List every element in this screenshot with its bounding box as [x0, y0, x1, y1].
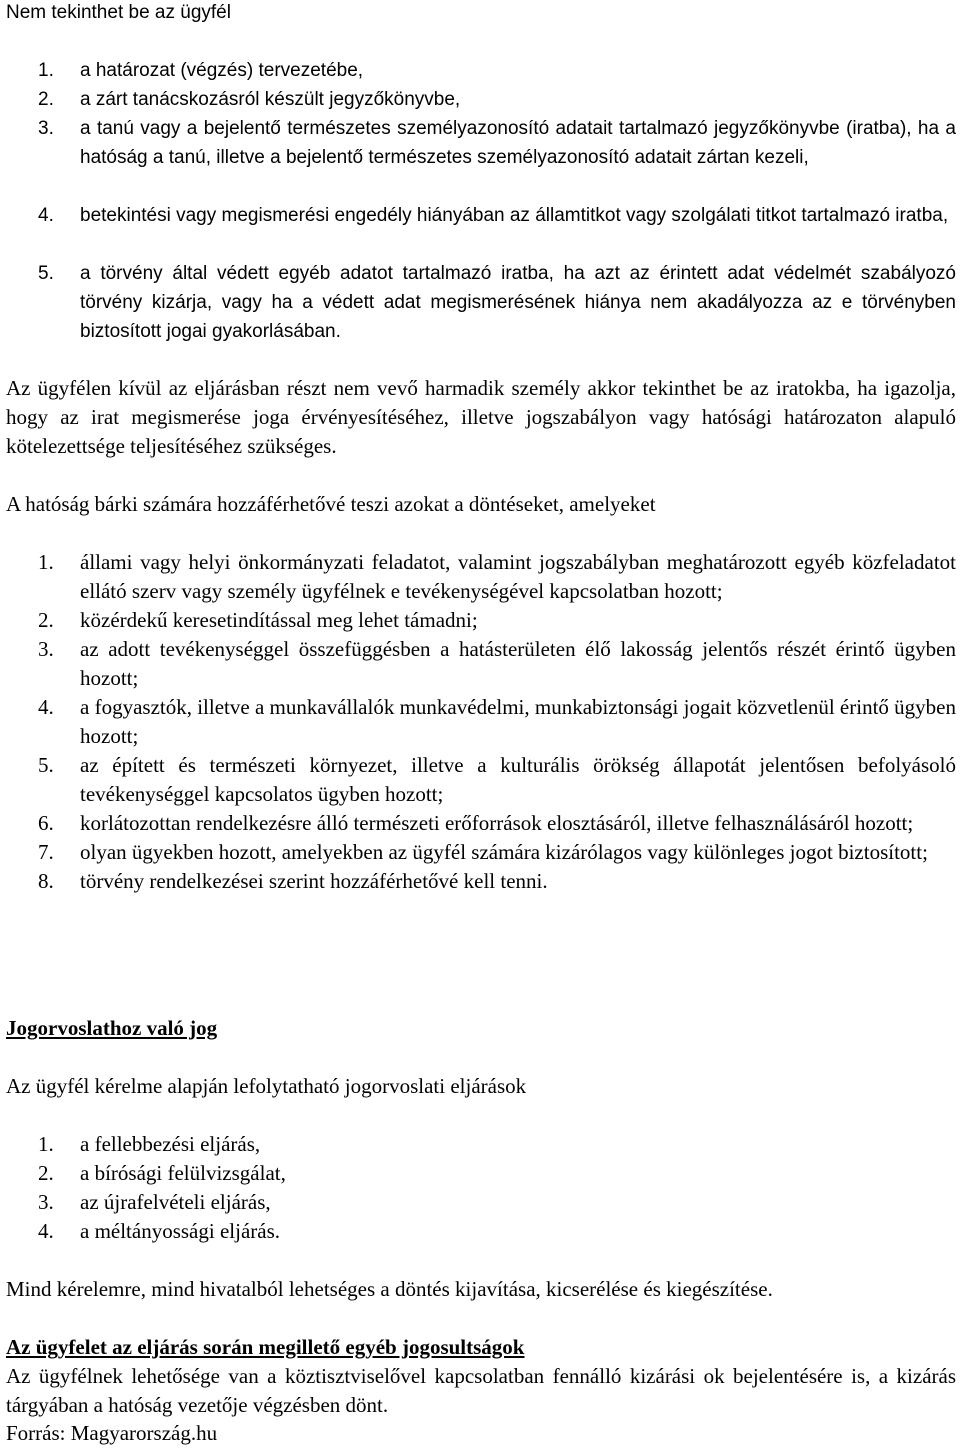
- list-item: [0, 1217, 960, 1246]
- list-item: [0, 751, 960, 809]
- list-item-text: a fellebbezési eljárás,: [80, 1132, 261, 1156]
- section3-heading: Jogorvoslathoz való jog: [6, 1016, 218, 1040]
- list-item-number: 2.: [38, 89, 54, 110]
- section3-note: Mind kérelemre, mind hivatalból lehetséges a döntés kijavítása, kicserélése és kiegészítése.: [6, 1277, 773, 1301]
- list-item-text: állami vagy helyi önkormányzati feladatot, valamint jogszabályban meghatározott egyéb közfeladatot ellátó szerv vagy személy ügyfélnek e tevékenységével kapcsolatban hozott;: [80, 550, 956, 603]
- list-item-text: az újrafelvételi eljárás,: [80, 1190, 271, 1214]
- list-item-number: 1.: [38, 60, 54, 81]
- list-item-text: a zárt tanácskozásról készült jegyzőkönyvbe,: [80, 89, 461, 110]
- list-item-number: 4.: [38, 205, 54, 226]
- list-item: [0, 85, 960, 114]
- third-party-paragraph: Az ügyfélen kívül az eljárásban részt nem vevő harmadik személy akkor tekinthet be az iratokba, ha igazolja, hogy az irat megismerése joga érvényesítéséhez, illetve jogszabályon vagy hatósági határozaton alapuló kötelezettsége teljesítéséhez szükséges.: [6, 376, 956, 458]
- list-item-text: a bírósági felülvizsgálat,: [80, 1161, 286, 1185]
- list-item-number: 5.: [38, 753, 54, 777]
- list-item-text: a törvény által védett egyéb adatot tartalmazó iratba, ha azt az érintett adat védelmét szabályozó törvény kizárja, vagy ha a védett adat megismerésének hiánya nem akadályozza az e törvényben biztosított jogai gyakorlásában.: [80, 263, 956, 342]
- section1-list-continued: [0, 201, 960, 230]
- list-item-number: 4.: [38, 1219, 54, 1243]
- section4-heading: Az ügyfelet az eljárás során megillető egyéb jogosultságok: [6, 1335, 525, 1359]
- list-item: [0, 114, 960, 172]
- list-item-number: 6.: [38, 811, 54, 835]
- list-item-text: a tanú vagy a bejelentő természetes személyazonosító adatait tartalmazó jegyzőkönyvbe (iratba), ha a hatóság a tanú, illetve a bejelentő természetes személyazonosító adatait zártan kezeli,: [80, 118, 956, 168]
- list-item-number: 3.: [38, 118, 54, 139]
- list-item-number: 2.: [38, 608, 54, 632]
- list-item-text: közérdekű keresetindítással meg lehet támadni;: [80, 608, 478, 632]
- list-item-number: 3.: [38, 637, 54, 661]
- list-item-text: a fogyasztók, illetve a munkavállalók munkavédelmi, munkabiztonsági jogait közvetlenül érintő ügyben hozott;: [80, 695, 956, 748]
- list-item-text: olyan ügyekben hozott, amelyekben az ügyfél számára kizárólagos vagy különleges jogot biztosított;: [80, 840, 928, 864]
- section1-list-continued: [0, 259, 960, 346]
- list-item-text: az adott tevékenységgel összefüggésben a hatásterületen élő lakosság jelentős részét érintő ügyben hozott;: [80, 637, 956, 690]
- source-line: Forrás: Magyarország.hu: [6, 1421, 218, 1445]
- list-item-number: 7.: [38, 840, 54, 864]
- list-item-number: 3.: [38, 1190, 54, 1214]
- list-item-text: törvény rendelkezései szerint hozzáférhetővé kell tenni.: [80, 869, 548, 893]
- section4-paragraph: Az ügyfélnek lehetősége van a köztisztviselővel kapcsolatban fennálló kizárási ok bejelentésére is, a kizárás tárgyában a hatóság vezetője végzésben dönt.: [6, 1364, 956, 1417]
- list-item: [0, 1130, 960, 1159]
- list-item-text: betekintési vagy megismerési engedély hiányában az államtitkot vagy szolgálati titkot tartalmazó iratba,: [80, 205, 949, 226]
- list-item: [0, 1159, 960, 1188]
- list-item: [0, 809, 960, 838]
- list-item-text: korlátozottan rendelkezésre álló természeti erőforrások elosztásáról, illetve felhasználásáról hozott;: [80, 811, 914, 835]
- list-item: [0, 201, 960, 230]
- section1-list: [0, 56, 960, 172]
- list-item: [0, 1188, 960, 1217]
- section3-intro: Az ügyfél kérelme alapján lefolytatható jogorvoslati eljárások: [6, 1074, 527, 1098]
- list-item-number: 5.: [38, 263, 54, 284]
- list-item-number: 4.: [38, 695, 54, 719]
- list-item: [0, 838, 960, 867]
- list-item-number: 8.: [38, 869, 54, 893]
- list-item-number: 1.: [38, 550, 54, 574]
- list-item-number: 1.: [38, 1132, 54, 1156]
- list-item: [0, 56, 960, 85]
- section2-list: [0, 548, 960, 896]
- list-item: [0, 867, 960, 896]
- list-item: [0, 259, 960, 346]
- list-item: [0, 606, 960, 635]
- list-item-number: 2.: [38, 1161, 54, 1185]
- list-item-text: a méltányossági eljárás.: [80, 1219, 281, 1243]
- list-item: [0, 548, 960, 606]
- list-item: [0, 635, 960, 693]
- list-item-text: a határozat (végzés) tervezetébe,: [80, 60, 364, 81]
- list-item-text: az épített és természeti környezet, illetve a kulturális örökség állapotát jelentősen befolyásoló tevékenységgel kapcsolatos ügyben hozott;: [80, 753, 956, 806]
- list-item: [0, 693, 960, 751]
- section2-intro: A hatóság bárki számára hozzáférhetővé teszi azokat a döntéseket, amelyeket: [6, 492, 656, 516]
- section1-title: Nem tekinthet be az ügyfél: [6, 2, 231, 23]
- section3-list: [0, 1130, 960, 1246]
